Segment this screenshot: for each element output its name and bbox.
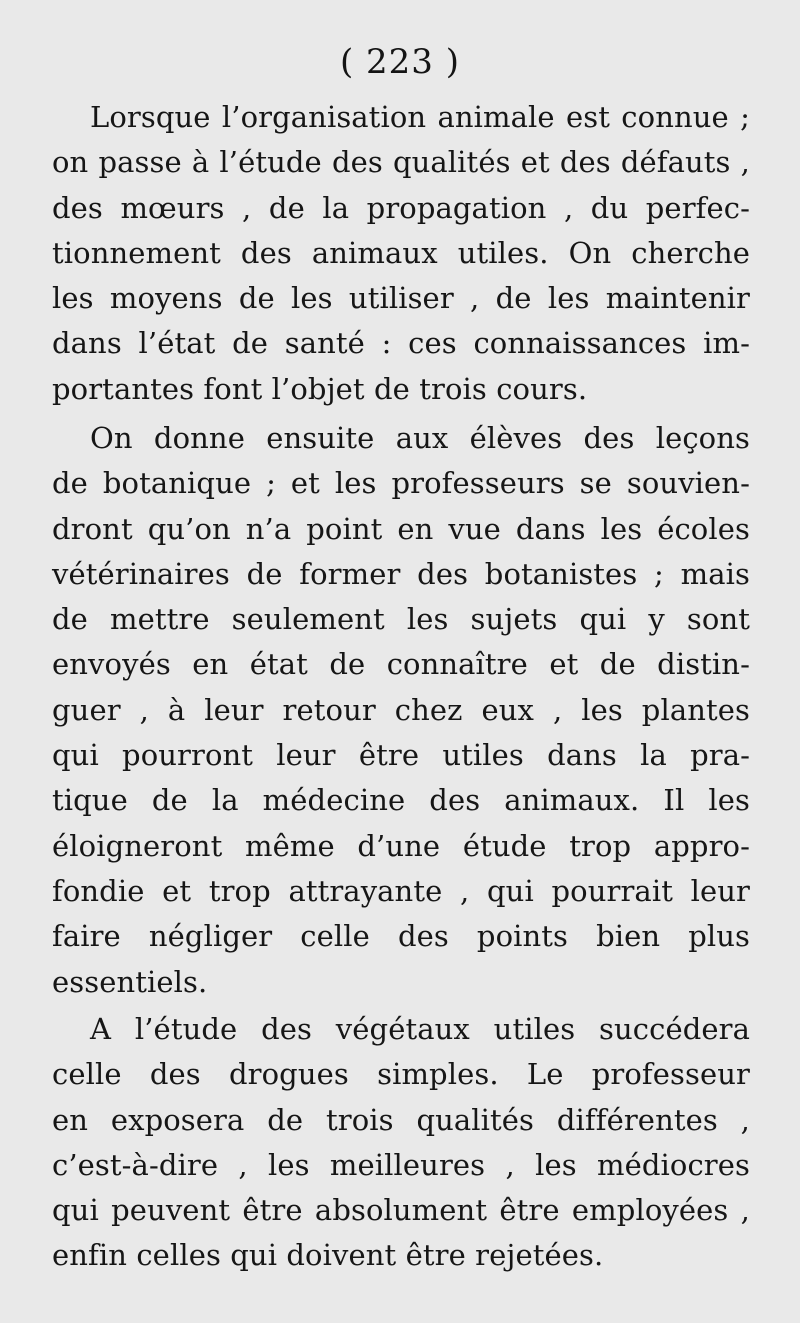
text-line: qui pourront leur être utiles dans la pra- bbox=[52, 738, 750, 773]
paragraph-2 bbox=[52, 416, 750, 1005]
text-line: éloigneront même d’une étude trop appro- bbox=[52, 828, 750, 863]
text-line: faire négliger celle des points bien plus bbox=[52, 919, 750, 954]
text-line: Lorsque l’organisation animale est connue ; bbox=[90, 100, 750, 134]
text-line: c’est-à-dire , les meilleures , les médiocres bbox=[52, 1147, 750, 1182]
text-line: vétérinaires de former des botanistes ; mais bbox=[52, 556, 750, 591]
text-line: guer , à leur retour chez eux , les plantes bbox=[52, 692, 750, 727]
text-line: envoyés en état de connaître et de distin- bbox=[52, 647, 750, 682]
text-line: On donne ensuite aux élèves des leçons bbox=[90, 421, 750, 455]
text-line: A l’étude des végétaux utiles succédera bbox=[90, 1012, 750, 1046]
text-line: de botanique ; et les professeurs se souvien- bbox=[52, 466, 750, 501]
text-line: en exposera de trois qualités différentes , bbox=[52, 1102, 750, 1137]
text-line: enfin celles qui doivent être rejetées. bbox=[52, 1238, 604, 1273]
page-number: ( 223 ) bbox=[339, 42, 461, 82]
text-line: portantes font l’objet de trois cours. bbox=[52, 371, 588, 406]
text-line: celle des drogues simples. Le professeur bbox=[52, 1057, 750, 1092]
text-line: on passe à l’étude des qualités et des défauts , bbox=[52, 145, 750, 180]
text-line: des mœurs , de la propagation , du perfec- bbox=[52, 190, 750, 225]
text-line: qui peuvent être absolument être employées , bbox=[52, 1193, 750, 1228]
text-line: dront qu’on n’a point en vue dans les écoles bbox=[52, 511, 750, 546]
text-line: tique de la médecine des animaux. Il les bbox=[52, 783, 750, 818]
text-line: fondie et trop attrayante , qui pourrait leur bbox=[52, 873, 750, 908]
text-line: les moyens de les utiliser , de les maintenir bbox=[52, 281, 750, 316]
paragraph-1 bbox=[52, 95, 750, 412]
paragraph-3 bbox=[52, 1007, 750, 1279]
text-line: essentiels. bbox=[52, 964, 208, 999]
text-line: tionnement des animaux utiles. On cherche bbox=[52, 235, 750, 270]
text-line: dans l’état de santé : ces connaissances im- bbox=[52, 326, 750, 361]
text-line: de mettre seulement les sujets qui y sont bbox=[52, 602, 750, 637]
